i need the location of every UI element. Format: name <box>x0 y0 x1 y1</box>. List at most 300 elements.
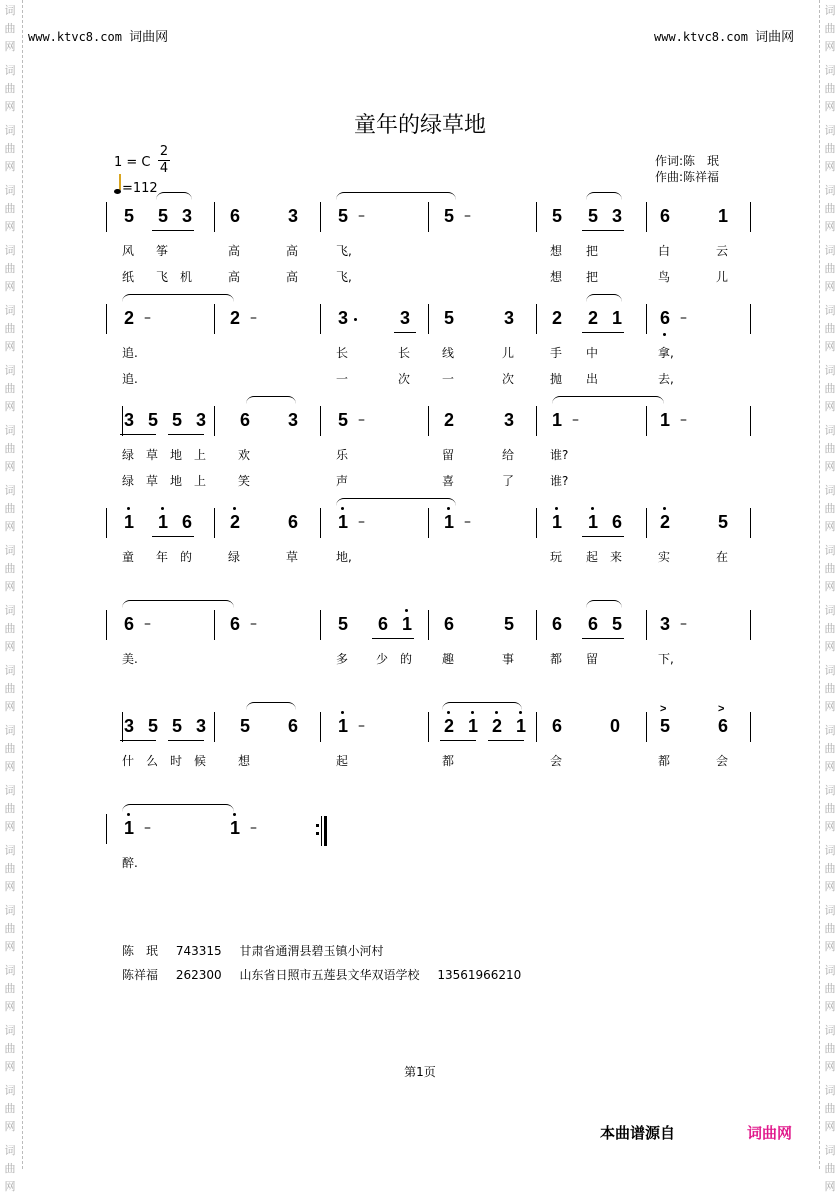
barline <box>428 508 429 538</box>
note: 1 <box>336 716 350 737</box>
note: 1 <box>156 512 170 533</box>
note: 1 <box>228 818 242 839</box>
beam-underline <box>168 434 204 435</box>
score-row <box>108 614 758 714</box>
lyric-syllable: 纸 <box>122 270 135 284</box>
note: 5 <box>171 716 182 736</box>
note: 6 <box>287 716 298 736</box>
lyric-syllable: 想 <box>550 244 563 258</box>
watermark-char: 网 <box>4 1060 16 1073</box>
watermark-char: 词 <box>824 1084 836 1097</box>
lyric-syllable: 风 <box>122 244 135 258</box>
lyric-syllable: 留 <box>442 448 455 462</box>
watermark-char: 曲 <box>4 202 16 215</box>
tie-slur <box>336 192 456 201</box>
lyric-syllable: 来 <box>610 550 623 564</box>
watermark-char: 网 <box>824 400 836 413</box>
note: 6 <box>551 614 562 634</box>
barline <box>750 712 751 742</box>
lyric-syllable: 手 <box>550 346 563 360</box>
watermark-char: 词 <box>4 484 16 497</box>
barline <box>214 304 215 334</box>
lyric-syllable: 的 <box>400 652 413 666</box>
high-octave-dot <box>405 609 408 612</box>
watermark-char: 网 <box>4 820 16 833</box>
watermark-char: 词 <box>4 364 16 377</box>
note: 1 <box>514 716 528 737</box>
watermark-char: 词 <box>4 1084 16 1097</box>
watermark-char: 网 <box>4 220 16 233</box>
note: 2 <box>123 308 134 328</box>
note: 5 <box>337 614 348 634</box>
key-signature: 1 = C <box>114 155 151 170</box>
score-row <box>108 206 758 306</box>
source-site-link[interactable]: 词曲网 <box>747 1124 793 1142</box>
tie-slur <box>586 600 622 609</box>
watermark-char: 词 <box>824 424 836 437</box>
note: 5 <box>443 206 454 226</box>
site-url: www.ktvc8.com <box>654 30 748 44</box>
watermark-char: 网 <box>824 340 836 353</box>
beam-underline <box>440 740 476 741</box>
lyric-syllable: 都 <box>658 754 671 768</box>
lyric-syllable: 线 <box>442 346 455 360</box>
lyric-syllable: 都 <box>550 652 563 666</box>
note: 1 <box>717 206 728 226</box>
watermark-char: 网 <box>824 1000 836 1013</box>
note: 1 <box>122 512 136 533</box>
watermark-char: 曲 <box>824 322 836 335</box>
lyric-syllable: 抛 <box>550 372 563 386</box>
watermark-char: 词 <box>4 244 16 257</box>
composer: 作曲:陈祥福 <box>655 170 720 184</box>
barline <box>750 508 751 538</box>
lyric-syllable: 欢 <box>238 448 251 462</box>
lyric-syllable: 飞, <box>336 270 352 284</box>
tie-slur <box>122 294 234 303</box>
high-octave-dot <box>447 507 450 510</box>
watermark-char: 网 <box>4 1120 16 1133</box>
note: 5 <box>239 716 250 736</box>
note: 1 <box>611 308 622 328</box>
barline <box>750 406 751 436</box>
watermark-char: 网 <box>4 1000 16 1013</box>
note: 3 <box>503 308 514 328</box>
lyricist: 作词:陈 珉 <box>655 154 720 168</box>
score-row <box>108 818 758 918</box>
watermark-char: 曲 <box>824 142 836 155</box>
lyric-syllable: 喜 <box>442 474 455 488</box>
watermark-char: 词 <box>4 964 16 977</box>
watermark-char: 曲 <box>824 1162 836 1175</box>
note: 6 <box>658 308 672 329</box>
lyric-syllable: 趣 <box>442 652 455 666</box>
watermark-char: 词 <box>4 904 16 917</box>
note: 5 <box>171 410 182 430</box>
beam-underline <box>488 740 524 741</box>
watermark-char: 曲 <box>824 982 836 995</box>
watermark-char: 网 <box>824 820 836 833</box>
watermark-char: 网 <box>824 520 836 533</box>
barline <box>320 406 321 436</box>
watermark-char: 网 <box>824 940 836 953</box>
dash-sustain: – <box>358 208 365 224</box>
note: 1 <box>400 614 414 635</box>
barline <box>428 712 429 742</box>
barline <box>536 508 537 538</box>
author-address: 山东省日照市五莲县文华双语学校 <box>239 968 420 982</box>
high-octave-dot <box>161 507 164 510</box>
watermark-char: 曲 <box>824 382 836 395</box>
high-octave-dot <box>127 813 130 816</box>
lyric-syllable: 醉. <box>122 856 138 870</box>
barline <box>214 610 215 640</box>
barline <box>214 202 215 232</box>
tie-slur <box>246 396 296 405</box>
lyric-syllable: 把 <box>586 244 599 258</box>
note: 5 <box>123 206 134 226</box>
watermark-char: 词 <box>4 4 16 17</box>
watermark-char: 词 <box>4 544 16 557</box>
lyric-syllable: 下, <box>658 652 674 666</box>
lyric-syllable: 会 <box>550 754 563 768</box>
note: 5 <box>611 614 622 634</box>
watermark-char: 曲 <box>4 982 16 995</box>
tie-slur <box>552 396 664 405</box>
high-octave-dot <box>127 507 130 510</box>
watermark-char: 曲 <box>4 142 16 155</box>
watermark-char: 词 <box>824 544 836 557</box>
watermark-char: 网 <box>824 640 836 653</box>
watermark-char: 词 <box>824 964 836 977</box>
lyric-syllable: 少 <box>376 652 389 666</box>
barline <box>536 610 537 640</box>
dash-sustain: – <box>144 616 151 632</box>
accent-mark: > <box>718 703 725 715</box>
barline <box>646 610 647 640</box>
dash-sustain: – <box>358 718 365 734</box>
lyric-syllable: 起 <box>336 754 349 768</box>
barline <box>214 712 215 742</box>
watermark-char: 网 <box>4 940 16 953</box>
watermark-char: 曲 <box>824 862 836 875</box>
note: 2 <box>551 308 562 328</box>
lyric-syllable: 年 <box>156 550 169 564</box>
barline <box>536 406 537 436</box>
lyric-syllable: 的 <box>180 550 193 564</box>
watermark-char: 曲 <box>824 922 836 935</box>
barline <box>646 712 647 742</box>
note: 6 <box>611 512 622 532</box>
note: 3 <box>123 410 134 430</box>
lyric-syllable: 一 <box>336 372 349 386</box>
lyric-syllable: 追. <box>122 346 138 360</box>
note: 6 <box>443 614 454 634</box>
note: 2 <box>229 308 240 328</box>
note: 5 > <box>659 703 670 736</box>
lyric-syllable: 多 <box>336 652 349 666</box>
note: 2 <box>490 716 504 737</box>
lyric-syllable: 高 <box>286 270 299 284</box>
barline <box>646 202 647 232</box>
lyric-syllable: 高 <box>228 270 241 284</box>
watermark-char: 网 <box>4 160 16 173</box>
watermark-char: 曲 <box>824 82 836 95</box>
dash-sustain: – <box>250 310 257 326</box>
lyric-syllable: 给 <box>502 448 515 462</box>
dash-sustain: – <box>680 310 687 326</box>
note: 0 <box>609 716 620 736</box>
lyric-syllable: 出 <box>586 372 599 386</box>
lyric-syllable: 长 <box>336 346 349 360</box>
beam-underline <box>582 536 624 537</box>
barline <box>106 304 107 334</box>
lyric-syllable: 候 <box>194 754 207 768</box>
watermark-char: 词 <box>824 1144 836 1157</box>
watermark-char: 网 <box>4 460 16 473</box>
lyric-syllable: 事 <box>502 652 515 666</box>
lyric-syllable: 么 <box>146 754 159 768</box>
lyric-syllable: 筝 <box>156 244 169 258</box>
lyric-syllable: 想 <box>238 754 251 768</box>
beam-underline <box>152 536 194 537</box>
barline <box>750 202 751 232</box>
watermark-char: 曲 <box>4 922 16 935</box>
watermark-char: 曲 <box>4 1102 16 1115</box>
dash-sustain: – <box>680 616 687 632</box>
lyric-syllable: 地, <box>336 550 352 564</box>
barline <box>320 508 321 538</box>
watermark-char: 网 <box>824 220 836 233</box>
beam-underline <box>582 230 624 231</box>
note: 5 <box>587 206 598 226</box>
note: 1 <box>550 512 564 533</box>
watermark-char: 曲 <box>824 562 836 575</box>
lyric-syllable: 绿 <box>122 448 135 462</box>
tie-slur <box>122 804 234 813</box>
dash-sustain: – <box>144 310 151 326</box>
lyric-syllable: 一 <box>442 372 455 386</box>
watermark-char: 曲 <box>4 502 16 515</box>
author-info-2 <box>122 966 535 983</box>
watermark-char: 曲 <box>824 502 836 515</box>
author-zip: 262300 <box>175 968 222 982</box>
tie-slur <box>336 498 456 507</box>
lyric-syllable: 云 <box>716 244 729 258</box>
watermark-char: 词 <box>824 304 836 317</box>
barline <box>122 712 123 742</box>
watermark-char: 词 <box>4 184 16 197</box>
watermark-char: 曲 <box>4 742 16 755</box>
note: 3 <box>195 410 206 430</box>
tie-slur <box>122 600 234 609</box>
beam-underline <box>120 434 156 435</box>
beam-underline <box>372 638 414 639</box>
high-octave-dot <box>663 507 666 510</box>
watermark-char: 网 <box>824 160 836 173</box>
watermark-char: 网 <box>824 280 836 293</box>
dash-sustain: – <box>680 412 687 428</box>
note: 5 <box>717 512 728 532</box>
lyric-syllable: 草 <box>286 550 299 564</box>
barline <box>320 202 321 232</box>
note: 3 <box>181 206 192 226</box>
barline <box>536 712 537 742</box>
note: 3 <box>336 308 350 329</box>
lyric-syllable: 地 <box>170 448 183 462</box>
watermark-char: 词 <box>824 364 836 377</box>
watermark-char: 网 <box>824 880 836 893</box>
barline <box>106 508 107 538</box>
barline <box>646 406 647 436</box>
watermark-char: 网 <box>824 1180 836 1193</box>
high-octave-dot <box>471 711 474 714</box>
lyric-syllable: 次 <box>398 372 411 386</box>
note: 6 <box>659 206 670 226</box>
high-octave-dot <box>519 711 522 714</box>
note: 3 <box>659 614 670 634</box>
note: 3 <box>195 716 206 736</box>
barline <box>428 406 429 436</box>
note: 5 <box>337 410 348 430</box>
site-name: 词曲网 <box>129 30 169 45</box>
lyric-syllable: 谁? <box>550 474 569 488</box>
watermark-char: 曲 <box>4 22 16 35</box>
high-octave-dot <box>555 507 558 510</box>
tempo-marking <box>114 180 158 196</box>
barline <box>320 712 321 742</box>
lyric-syllable: 声 <box>336 474 349 488</box>
note: 2 <box>658 512 672 533</box>
watermark-char: 词 <box>824 124 836 137</box>
note: 5 <box>443 308 454 328</box>
watermark-char: 网 <box>824 1120 836 1133</box>
author-name: 陈 珉 <box>122 944 159 958</box>
high-octave-dot <box>233 507 236 510</box>
lyric-syllable: 留 <box>586 652 599 666</box>
watermark-char: 曲 <box>4 382 16 395</box>
watermark-char: 曲 <box>824 742 836 755</box>
watermark-char: 曲 <box>4 862 16 875</box>
barline <box>106 610 107 640</box>
watermark-char: 曲 <box>4 682 16 695</box>
lyric-syllable: 都 <box>442 754 455 768</box>
author-info-1 <box>122 942 398 959</box>
note: 3 <box>503 410 514 430</box>
high-octave-dot <box>341 507 344 510</box>
high-octave-dot <box>495 711 498 714</box>
time-signature <box>158 144 170 177</box>
barline <box>536 202 537 232</box>
beam-underline <box>394 332 416 333</box>
lyric-syllable: 鸟 <box>658 270 671 284</box>
lyric-syllable: 想 <box>550 270 563 284</box>
note: 6 > <box>717 703 728 736</box>
high-octave-dot <box>591 507 594 510</box>
left-watermark-strip <box>0 0 23 1193</box>
note: 6 <box>123 614 134 634</box>
watermark-char: 曲 <box>4 442 16 455</box>
watermark-char: 曲 <box>4 82 16 95</box>
beam-underline <box>582 638 624 639</box>
note: 5 <box>503 614 514 634</box>
watermark-char: 网 <box>824 100 836 113</box>
note: 1 <box>122 818 136 839</box>
author-name: 陈祥福 <box>122 968 159 982</box>
watermark-char: 曲 <box>824 442 836 455</box>
watermark-char: 曲 <box>824 262 836 275</box>
note: 2 <box>443 410 454 430</box>
lyric-syllable: 地 <box>170 474 183 488</box>
lyric-syllable: 笑 <box>238 474 251 488</box>
lyric-syllable: 什 <box>122 754 135 768</box>
lyric-syllable: 会 <box>716 754 729 768</box>
watermark-char: 网 <box>4 760 16 773</box>
barline <box>320 610 321 640</box>
lyric-syllable: 飞 <box>156 270 169 284</box>
watermark-char: 词 <box>4 604 16 617</box>
lyric-syllable: 高 <box>286 244 299 258</box>
note: 2 <box>587 308 598 328</box>
watermark-char: 词 <box>824 4 836 17</box>
note: 5 <box>337 206 348 226</box>
site-header-right[interactable] <box>654 26 794 45</box>
author-zip: 743315 <box>175 944 222 958</box>
score-row <box>108 410 758 510</box>
lyric-syllable: 玩 <box>550 550 563 564</box>
note: 6 <box>229 206 240 226</box>
beam-underline <box>168 740 204 741</box>
watermark-char: 词 <box>4 64 16 77</box>
site-header-left[interactable] <box>28 26 168 45</box>
dash-sustain: – <box>464 208 471 224</box>
note: 5 <box>157 206 168 226</box>
barline <box>750 610 751 640</box>
lyric-syllable: 上 <box>194 448 207 462</box>
lyric-syllable: 去, <box>658 372 674 386</box>
lyric-syllable: 草 <box>146 474 159 488</box>
watermark-char: 词 <box>824 844 836 857</box>
note: 6 <box>551 716 562 736</box>
note: 1 <box>586 512 600 533</box>
lyric-syllable: 了 <box>502 474 515 488</box>
time-denominator: 4 <box>159 161 169 176</box>
note: 1 <box>659 410 670 430</box>
barline <box>428 610 429 640</box>
beam-underline <box>120 740 156 741</box>
tie-slur <box>156 192 192 201</box>
note: 6 <box>587 614 598 634</box>
watermark-char: 网 <box>4 580 16 593</box>
barline <box>536 304 537 334</box>
lyric-syllable: 飞, <box>336 244 352 258</box>
watermark-char: 网 <box>4 340 16 353</box>
watermark-char: 曲 <box>824 1102 836 1115</box>
right-watermark-strip <box>819 0 840 1193</box>
tempo-value: =112 <box>122 181 158 196</box>
barline <box>106 202 107 232</box>
lyric-syllable: 次 <box>502 372 515 386</box>
watermark-char: 网 <box>4 280 16 293</box>
note: 2 <box>228 512 242 533</box>
lyric-syllable: 乐 <box>336 448 349 462</box>
watermark-char: 曲 <box>4 802 16 815</box>
dash-sustain: – <box>358 514 365 530</box>
lyric-syllable: 谁? <box>550 448 569 462</box>
note: 5 <box>551 206 562 226</box>
barline <box>646 508 647 538</box>
watermark-char: 词 <box>824 1024 836 1037</box>
